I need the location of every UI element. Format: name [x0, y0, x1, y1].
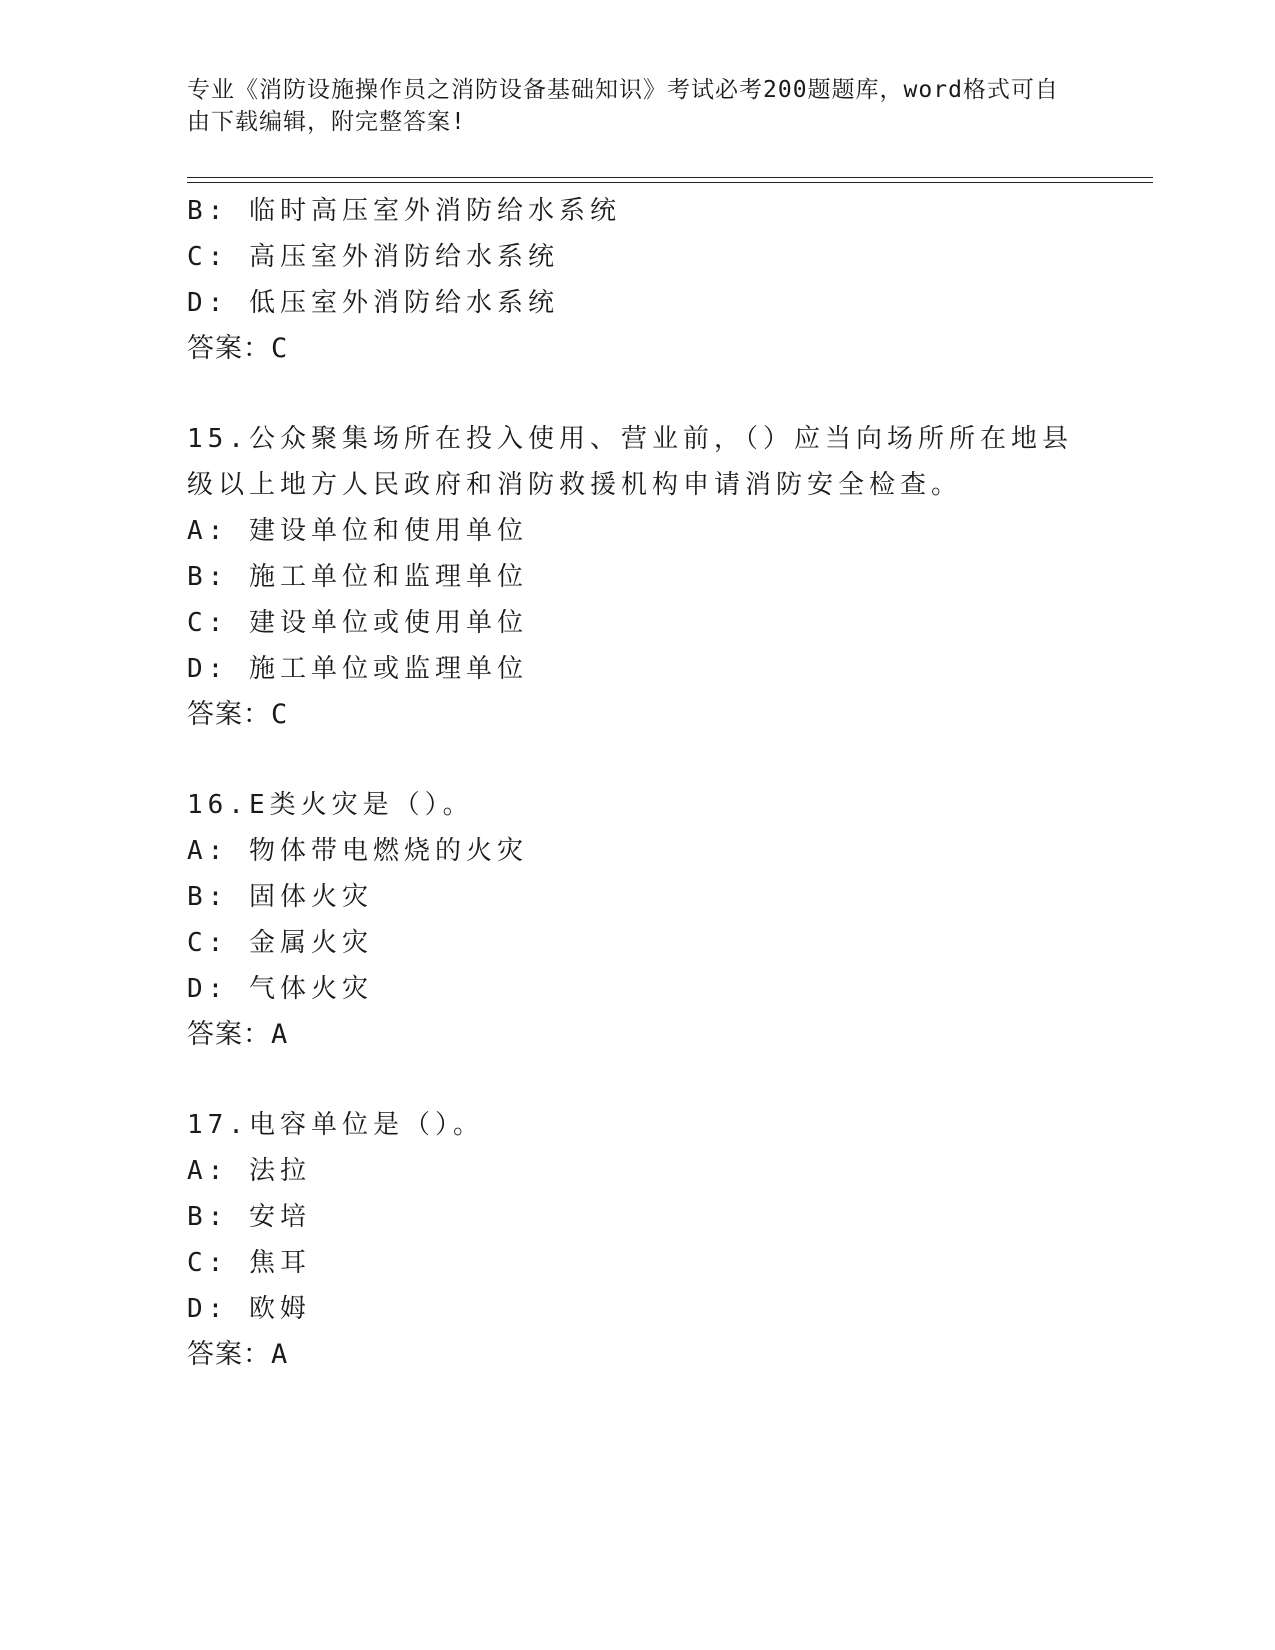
option-a: A: 物体带电燃烧的火灾	[187, 836, 528, 866]
option-a: A: 建设单位和使用单位	[187, 516, 528, 546]
document-header: 专业《消防设施操作员之消防设备基础知识》考试必考200题题库，word格式可自由下载编辑，附完整答案!	[187, 77, 1059, 135]
option-c: C: 焦耳	[187, 1248, 311, 1278]
option-d: D: 欧姆	[187, 1294, 311, 1324]
option-b: B: 临时高压室外消防给水系统	[187, 196, 621, 226]
answer-line: 答案：A	[187, 1339, 289, 1370]
header-rule-bottom	[187, 182, 1153, 183]
question-block-prev	[187, 188, 1087, 372]
option-a: A: 法拉	[187, 1156, 311, 1186]
option-c: C: 高压室外消防给水系统	[187, 242, 559, 272]
option-b: B: 固体火灾	[187, 882, 373, 912]
question-block-16	[187, 782, 1087, 1058]
option-c: C: 金属火灾	[187, 928, 373, 958]
block-spacer	[187, 738, 1087, 782]
question-list	[187, 188, 1087, 1378]
option-c: C: 建设单位或使用单位	[187, 608, 528, 638]
option-d: D: 气体火灾	[187, 974, 373, 1004]
option-b: B: 安培	[187, 1202, 311, 1232]
option-d: D: 低压室外消防给水系统	[187, 288, 559, 318]
question-text: 17.电容单位是（）。	[187, 1110, 484, 1140]
answer-line: 答案：C	[187, 333, 289, 364]
block-spacer	[187, 372, 1087, 416]
question-block-15	[187, 416, 1087, 738]
header-rule-top	[187, 177, 1153, 178]
option-b: B: 施工单位和监理单位	[187, 562, 528, 592]
answer-line: 答案：A	[187, 1019, 289, 1050]
option-d: D: 施工单位或监理单位	[187, 654, 528, 684]
block-spacer	[187, 1058, 1087, 1102]
question-text: 16.E类火灾是（）。	[187, 790, 474, 820]
question-text: 15.公众聚集场所在投入使用、营业前，（）应当向场所所在地县级以上地方人民政府和消防救援机构申请消防安全检查。	[187, 424, 1073, 500]
answer-line: 答案：C	[187, 699, 289, 730]
question-block-17	[187, 1102, 1087, 1378]
